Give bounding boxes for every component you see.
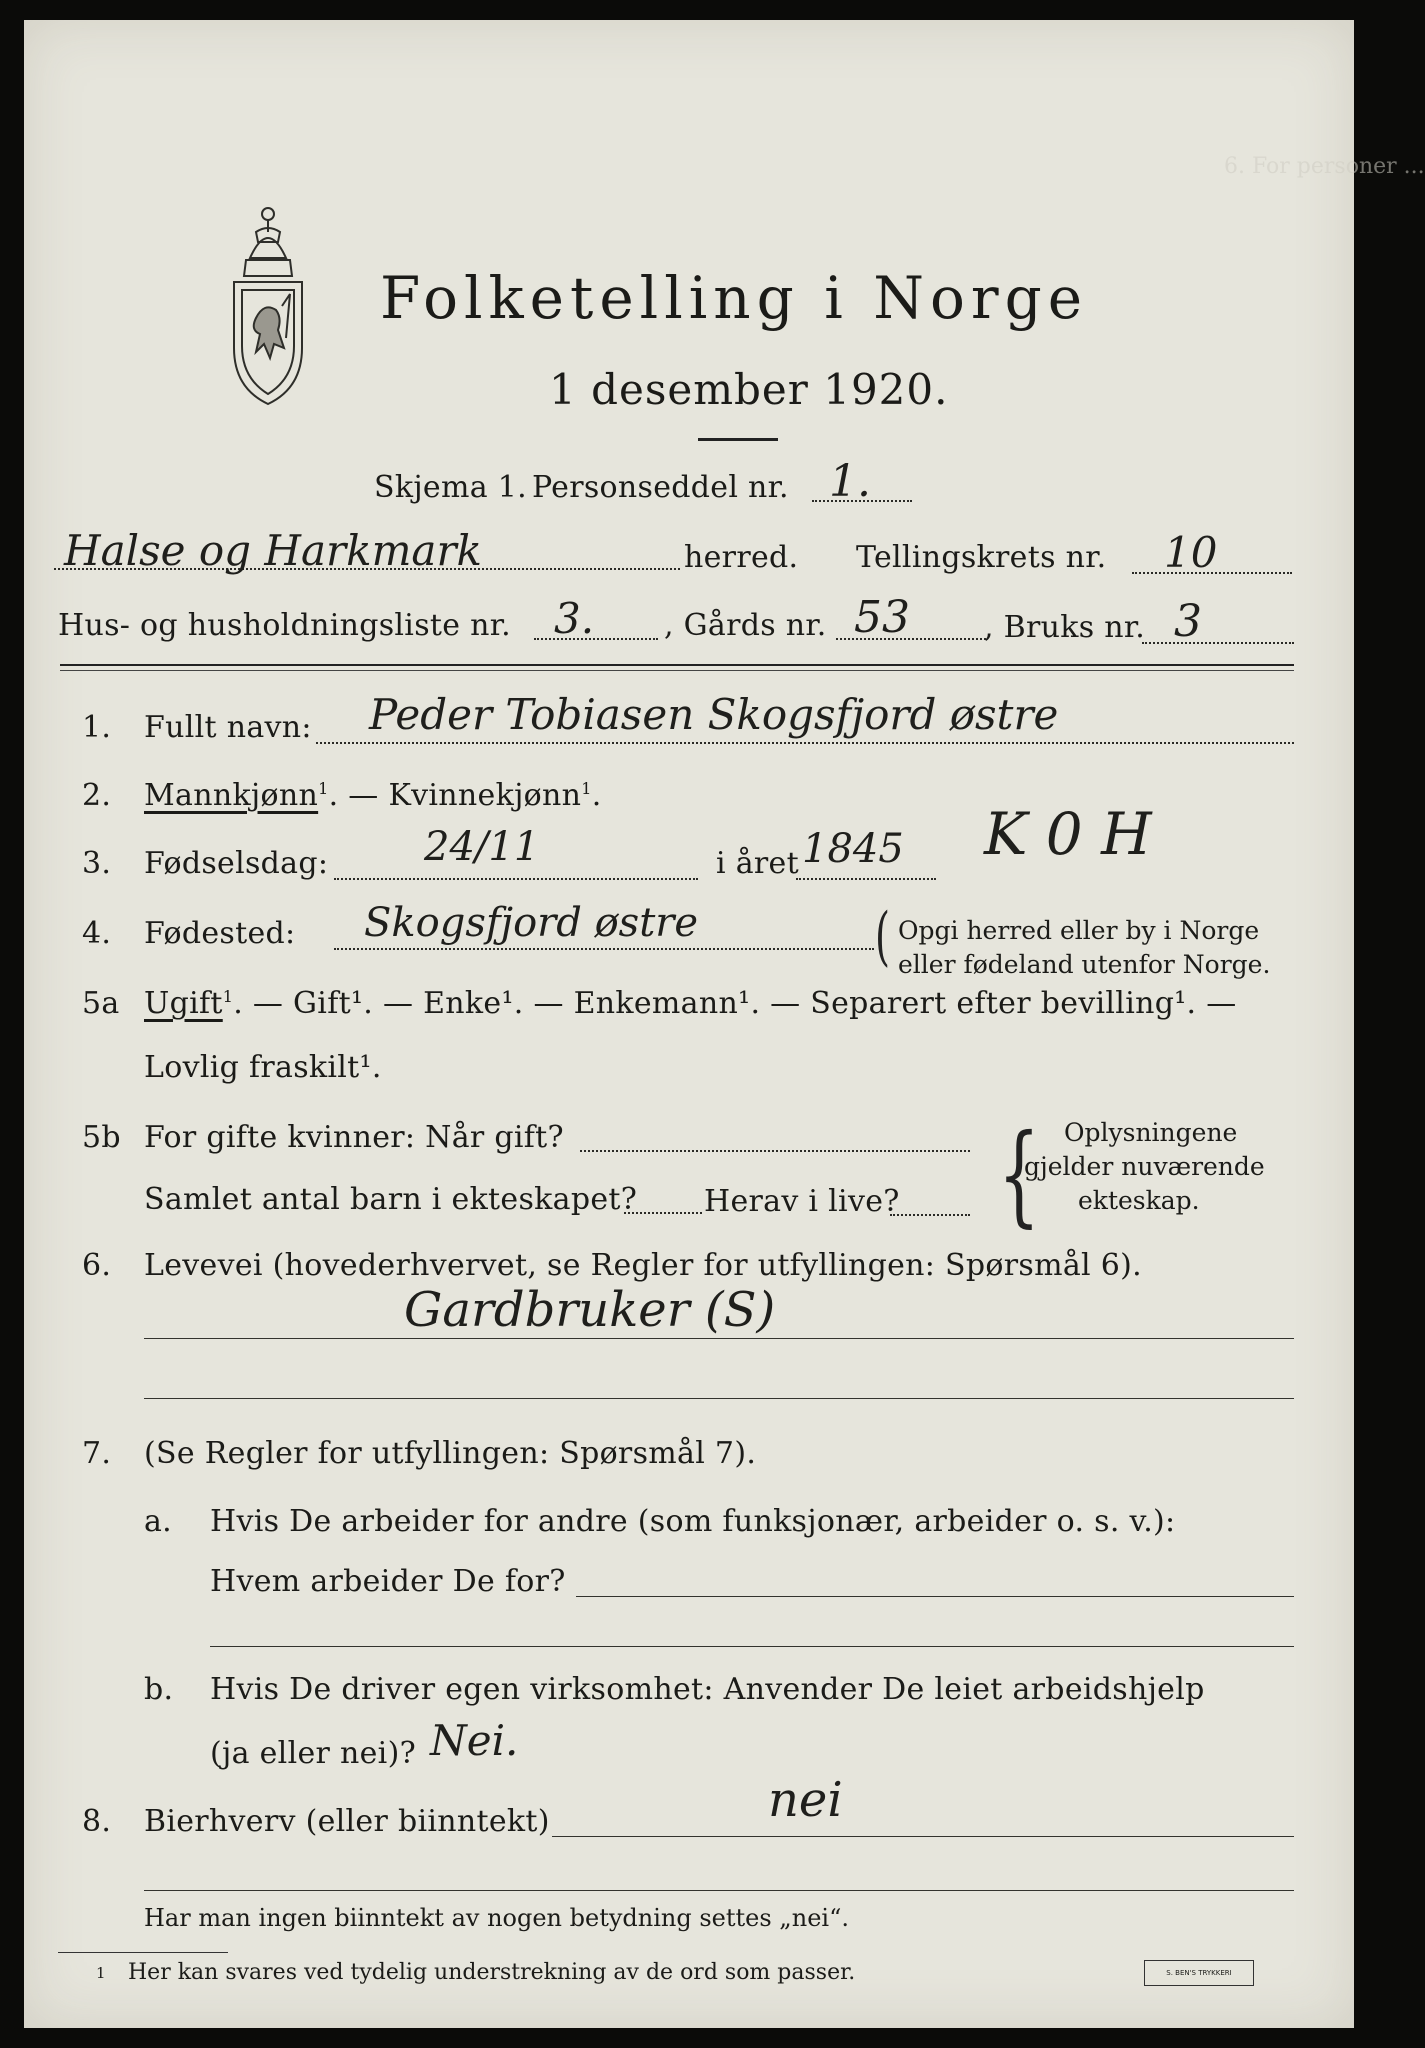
gards-label: , Gårds nr. — [664, 608, 827, 643]
q2-end: . — [591, 778, 602, 813]
q8-value: nei — [768, 1772, 843, 1828]
section-divider-top — [60, 664, 1294, 666]
q8-number: 8. — [82, 1804, 112, 1839]
q4-label: Fødested: — [144, 916, 296, 951]
form-title: Folketelling i Norge — [380, 264, 1089, 332]
q2-female-footnote-mark: 1 — [581, 779, 592, 798]
q5a-number: 5a — [82, 986, 120, 1021]
q6-label: Levevei (hovederhvervet, se Regler for utfyllingen: Spørsmål 6). — [144, 1248, 1142, 1283]
footnote-rule — [58, 1952, 228, 1953]
q5b-note-line1: Oplysningene — [1064, 1118, 1238, 1147]
q8-field-line-2 — [144, 1890, 1294, 1891]
bruks-label: , Bruks nr. — [984, 610, 1146, 645]
q7a-letter: a. — [144, 1504, 173, 1539]
q8-label: Bierhverv (eller biinntekt) — [144, 1804, 550, 1839]
q3-label: Fødselsdag: — [144, 846, 329, 881]
q5b-number: 5b — [82, 1120, 121, 1155]
q1-label: Fullt navn: — [144, 710, 312, 745]
q1-field-line — [316, 742, 1294, 744]
q5a-ugift-option: Ugift — [144, 986, 223, 1021]
q5b-alive-label: Herav i live? — [704, 1184, 900, 1219]
q2-sex-options — [144, 778, 602, 813]
q4-note-line1: Opgi herred eller by i Norge — [898, 916, 1260, 945]
footnote-text: Her kan svares ved tydelig understrekning av de ord som passer. — [128, 1960, 856, 1985]
q7b-letter: b. — [144, 1672, 174, 1707]
q2-male-option: Mannkjønn — [144, 778, 319, 813]
husliste-label: Hus- og husholdningsliste nr. — [58, 608, 511, 643]
q3-number: 3. — [82, 846, 112, 881]
q5b-children-label: Samlet antal barn i ekteskapet? — [144, 1182, 638, 1217]
q4-birthplace-value: Skogsfjord østre — [364, 900, 699, 946]
bruks-value: 3 — [1174, 596, 1202, 647]
q3-year-label: i året — [716, 846, 799, 881]
q4-note-brace: ( — [874, 900, 890, 974]
q5b-children-field-line — [624, 1212, 702, 1214]
section-divider-bottom — [60, 670, 1294, 671]
bleed-through-text: 6. For personer ... — [1224, 154, 1425, 179]
q8-note: Har man ingen biinntekt av nogen betydning settes „nei“. — [144, 1904, 849, 1932]
q8-field-line-1 — [552, 1836, 1294, 1837]
title-divider — [698, 438, 778, 441]
q3-margin-mark: K 0 H — [984, 800, 1152, 868]
husliste-value: 3. — [554, 594, 595, 643]
q5a-line2: Lovlig fraskilt¹. — [144, 1050, 382, 1085]
q2-number: 2. — [82, 778, 112, 813]
gards-value: 53 — [854, 592, 910, 643]
q4-note-line2: eller fødeland utenfor Norge. — [898, 950, 1271, 979]
q6-field-line-2 — [144, 1398, 1294, 1399]
q6-occupation-value: Gardbruker (S) — [404, 1282, 776, 1338]
herred-value: Halse og Harkmark — [64, 526, 482, 575]
q5a-other-options: . — Gift¹. — Enke¹. — Enkemann¹. — Separert efter bevilling¹. — — [233, 986, 1237, 1021]
q6-number: 6. — [82, 1248, 112, 1283]
q1-full-name-value: Peder Tobiasen Skogsfjord østre — [369, 690, 1059, 739]
q4-number: 4. — [82, 916, 112, 951]
q2-male-footnote-mark: 1 — [318, 779, 329, 798]
q2-female-option: Kvinnekjønn — [388, 778, 582, 813]
q5a-footnote-mark: 1 — [222, 987, 234, 1006]
q3-birth-year-value: 1845 — [802, 826, 904, 872]
q7a-field-line-2 — [210, 1646, 1294, 1647]
q7a-field-line-1 — [576, 1596, 1294, 1597]
q7b-line2: (ja eller nei)? — [210, 1736, 416, 1771]
q7a-line2: Hvem arbeider De for? — [210, 1564, 566, 1599]
q7a-line1: Hvis De arbeider for andre (som funksjonær, arbeider o. s. v.): — [210, 1504, 1176, 1539]
q5b-alive-field-line — [890, 1214, 970, 1216]
herred-label: herred. — [684, 540, 799, 575]
footnote-mark: 1 — [96, 1964, 106, 1982]
census-date: 1 desember 1920. — [549, 365, 949, 414]
q2-separator: . — — [328, 778, 389, 813]
q5b-note-line2: gjelder nuværende — [1024, 1152, 1265, 1181]
q3-date-field-line — [334, 878, 698, 880]
q7b-line1: Hvis De driver egen virksomhet: Anvender De leiet arbeidshjelp — [210, 1672, 1205, 1707]
q5b-note-brace: { — [998, 1110, 1040, 1238]
q3-year-field-line — [796, 878, 936, 880]
q5b-married-field-line — [580, 1150, 970, 1152]
q5b-note-line3: ekteskap. — [1078, 1186, 1200, 1215]
bruks-field-line — [1142, 642, 1294, 644]
q5a-options — [144, 986, 1237, 1021]
tellingskrets-label: Tellingskrets nr. — [856, 540, 1107, 575]
personseddel-label: Personseddel nr. — [532, 470, 789, 505]
q7-number: 7. — [82, 1436, 112, 1471]
personseddel-value: 1. — [829, 456, 871, 507]
coat-of-arms-icon — [220, 198, 316, 410]
q5b-label: For gifte kvinner: Når gift? — [144, 1120, 564, 1155]
printer-stamp: S. BEN'S TRYKKERI — [1144, 1960, 1254, 1986]
schema-label: Skjema 1. — [374, 470, 527, 505]
q1-number: 1. — [82, 710, 112, 745]
q6-field-line-1 — [144, 1338, 1294, 1339]
q3-birthdate-value: 24/11 — [424, 824, 540, 870]
census-form-page — [24, 20, 1425, 2028]
tellingskrets-value: 10 — [1164, 528, 1218, 577]
q7b-value: Nei. — [430, 1716, 519, 1765]
husliste-field-line — [534, 638, 658, 640]
q7-label: (Se Regler for utfyllingen: Spørsmål 7). — [144, 1436, 757, 1471]
q4-field-line — [334, 948, 874, 950]
